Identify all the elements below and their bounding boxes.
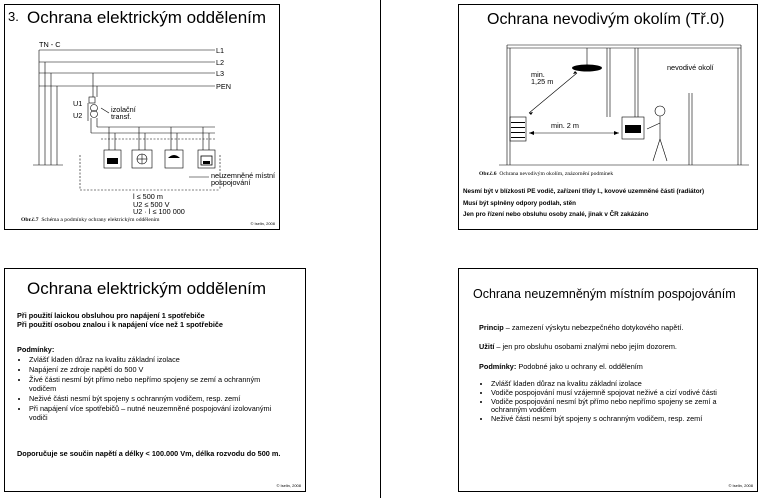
recommendation-text: Doporučuje se součin napětí a délky < 100.000 Vm, délka rozvodu do 500 m. — [17, 449, 281, 458]
slide-title: Ochrana nevodivým okolím (Tř.0) — [487, 11, 725, 28]
min-width-label: min. 2 m — [551, 121, 579, 130]
conditions-list — [479, 380, 741, 424]
list-item: • Vodiče pospojování musí vzájemně spojovat neživé a cizí vodivé části — [491, 389, 741, 397]
list-item: • Neživé části nesmí být spojeny s ochranným vodičem, resp. zemí — [491, 415, 741, 423]
conditions-heading: Podmínky: — [17, 345, 55, 354]
figure-caption: Obr.č.7 Schéma a podmínky ochrany elektrickým oddělením — [21, 217, 160, 223]
slide-title: Ochrana neuzemněným místním pospojováním — [473, 287, 736, 301]
list-item: • Vodiče pospojování nesmí být přímo nebo nepřímo spojeny se zemí a ochranným vodičem — [491, 398, 741, 414]
limits-label: l ≤ 500 m U2 ≤ 500 V U2 · l ≤ 100 000 — [133, 192, 185, 216]
list-item: • Při napájení více spotřebičů – nutné neuzemněné pospojování izolovanými vodiči — [29, 404, 289, 422]
line-label-l1: L1 — [216, 46, 225, 55]
u1-label: U1 — [73, 99, 83, 108]
wall-label: nevodivé okolí — [667, 63, 714, 72]
principle-text: Princip – zamezení výskytu nebezpečného dotykového napětí. — [479, 323, 684, 332]
bonding-label: neuzemněné místní pospojování — [211, 171, 276, 187]
u2-label: U2 — [73, 111, 83, 120]
conditions-text: Podmínky: Podobné jako u ochrany el. oddělením — [479, 362, 643, 371]
transformer-label: izolační transf. — [111, 105, 136, 121]
network-label: TN - C — [39, 40, 61, 49]
figure-caption: Obr.č.6 Ochrana nevodivým okolím, znázornění podmínek — [479, 171, 614, 177]
list-item: • Napájení ze zdroje napětí do 500 V — [29, 365, 289, 374]
usage-text: Užití – jen pro obsluhu osobami znalými nebo jejím dozorem. — [479, 342, 677, 351]
slide-title: Ochrana elektrickým oddělením — [27, 279, 267, 298]
conditions-text: Nesmí být v blízkosti PE vodič, zařízení třídy I., kovové uzemněné části (radiátor) Musí být splněny odpory podlah, stěn Jen pro řízení nebo obsluhu osoby znalé, jinak v ČR zakázáno — [463, 188, 705, 218]
slide-electrical-separation-diagram — [4, 4, 280, 230]
slide-electrical-separation-text — [4, 268, 306, 492]
conditions-list — [17, 355, 289, 423]
min-height-label: min. 1,25 m — [531, 70, 554, 86]
intro-text: Při použití laickou obsluhou pro napájení 1 spotřebiče Při použití osobou znalou i k napájení více než 1 spotřebiče — [17, 311, 223, 329]
line-label-l2: L2 — [216, 58, 225, 67]
copyright: © Iselin, 2008 — [250, 221, 275, 226]
line-label-l3: L3 — [216, 69, 225, 78]
copyright: © Iselin, 2008 — [728, 483, 753, 488]
slide-nonconductive-surroundings — [458, 4, 758, 230]
line-label-pen: PEN — [216, 82, 232, 91]
list-item: • Zvlášť kladen důraz na kvalitu základní izolace — [491, 380, 741, 388]
list-item: • Živé části nesmí být přímo nebo nepřímo spojeny se zemí a ochranným vodičem — [29, 375, 289, 393]
list-item: • Zvlášť kladen důraz na kvalitu základní izolace — [29, 355, 289, 364]
page-divider — [380, 0, 381, 498]
slide-title: Ochrana elektrickým oddělením — [27, 8, 267, 27]
slide-local-bonding — [458, 268, 758, 492]
list-item: • Neživé části nesmí být spojeny s ochranným vodičem, resp. zemí — [29, 394, 289, 403]
copyright: © Iselin, 2008 — [276, 483, 301, 488]
slide-number: 3. — [8, 9, 19, 24]
